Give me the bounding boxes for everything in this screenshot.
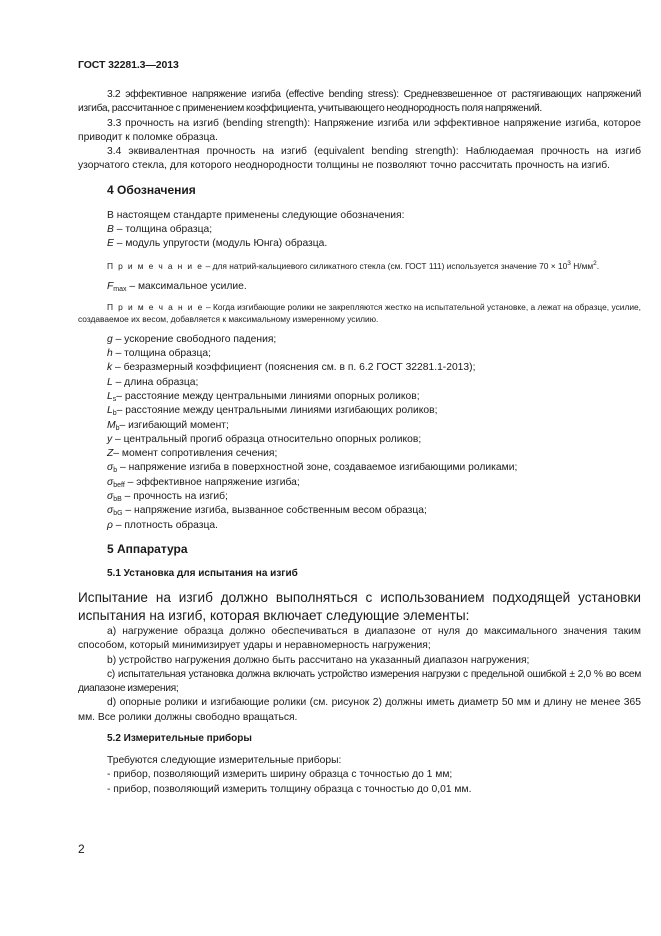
symbol: g <box>107 333 113 345</box>
symbol-description: – момент сопротивления сечения; <box>113 448 278 460</box>
section-4-heading: 4 Обозначения <box>107 182 196 197</box>
symbol-description: – напряжение изгиба, вызванное собственным весом образца; <box>122 505 427 517</box>
apparatus-item-b: b) устройство нагружения должно быть рассчитано на указанный диапазон нагружения; <box>107 654 530 666</box>
symbol-item <box>78 347 641 361</box>
symbol: ρ <box>107 519 113 531</box>
symbol-item: $\sigma_{bG}$ – напряжение изгиба, вызванное собственным весом образца; <box>107 505 427 518</box>
subsection-5-1-heading: 5.1 Установка для испытания на изгиб <box>107 567 298 579</box>
symbol: Z <box>107 448 114 460</box>
symbol-description: – толщина образца; <box>113 224 213 236</box>
symbol: k <box>107 362 113 374</box>
symbol: F <box>107 281 114 293</box>
symbol-item <box>78 376 641 390</box>
symbol: σ <box>107 462 114 474</box>
symbol-description: – расстояние между центральными линиями опорных роликов; <box>116 390 420 402</box>
symbol-description: – центральный прогиб образца относительно опорных роликов; <box>112 433 422 445</box>
symbol-description: – толщина образца; <box>112 348 211 360</box>
symbol-description: – безразмерный коэффициент (пояснения см. в п. 6.2 ГОСТ 32281.1-2013); <box>112 362 476 374</box>
definition-3-3: 3.3 прочность на изгиб (bending strength): Напряжение изгиба или эффективное напряжение изгиба, которое приводит к поломке образца. <box>78 117 641 143</box>
instrument-item: - прибор, позволяющий измерить толщину образца с точностью до 0,01 мм. <box>107 783 472 795</box>
symbol: σ <box>107 505 114 517</box>
note-label: П р и м е ч а н и е <box>107 260 204 271</box>
symbol-description: – расстояние между центральными линиями изгибающих роликов; <box>116 405 438 417</box>
definition-3-4: 3.4 эквивалентная прочность на изгиб (equivalent bending strength): Наблюдаемая прочность на изгиб узорчатого стекла, для которого неоднородности толщины не позволяют точно рассчитать прочность на изгиб. <box>78 146 641 172</box>
symbol-item <box>78 361 641 375</box>
symbol-item-fmax: $F_{max}$ – максимальное усилие. <box>107 281 247 294</box>
symbol: σ <box>107 491 114 503</box>
definition-3-2: 3.2 эффективное напряжение изгиба (effective bending stress): Средневзвешенное от растягивающих напряжений изгиба, рассчитанное с применением коэффициента, учитывающего неоднородность поля напряжений. <box>78 89 641 115</box>
symbol-item: $\sigma_{beff}$ – эффективное напряжение изгиба; <box>107 476 300 489</box>
note-label: П р и м е ч а н и е <box>107 301 204 312</box>
apparatus-item-a: а) нагружение образца должно обеспечиваться в диапазоне от нуля до максимального значения таким способом, который минимизирует удары и неравномерность нагружения; <box>78 625 641 652</box>
symbol: L <box>107 376 113 388</box>
symbol-item <box>78 237 641 251</box>
symbol-description: – эффективное напряжение изгиба; <box>124 476 300 488</box>
note-modulus: П р и м е ч а н и е – для натрий-кальциевого силикатного стекла (см. ГОСТ 111) используется значение $70 \times 10^3$ $Н/мм^2$. <box>107 259 600 271</box>
symbol: B <box>107 224 114 236</box>
section-5-heading: 5 Аппаратура <box>107 541 188 556</box>
apparatus-item-d: d) опорные ролики и изгибающие ролики (см. рисунок 2) должны иметь диаметр 50 мм и длину не менее 365 мм. Все ролики должны свободно вращаться. <box>78 697 641 723</box>
page-number: 2 <box>78 842 85 856</box>
symbol-description: – напряжение изгиба в поверхностной зоне, создаваемое изгибающими роликами; <box>117 462 518 474</box>
symbol-description: – изгибающий момент; <box>119 419 229 431</box>
subsection-5-2-heading: 5.2 Измерительные приборы <box>107 732 252 744</box>
instruments-intro: Требуются следующие измерительные приборы: <box>107 754 342 766</box>
symbol-item <box>78 433 641 447</box>
note-rollers: П р и м е ч а н и е – Когда изгибающие ролики не закрепляются жестко на испытательной установке, а лежат на образце, усилие, создаваемое их весом, добавляется к максимальному измеренному усилию. <box>78 301 641 325</box>
symbol-description: – прочность на изгиб; <box>121 491 228 503</box>
symbol-item: $\sigma_b$ – напряжение изгиба в поверхностной зоне, создаваемое изгибающими роликами; <box>107 462 518 475</box>
symbol-item <box>78 333 641 347</box>
symbol-description: – длина образца; <box>112 376 199 388</box>
symbol-description: – модуль упругости (модуль Юнга) образца. <box>113 238 328 250</box>
symbol-description: – максимальное усилие. <box>126 281 247 293</box>
instrument-item: - прибор, позволяющий измерить ширину образца с точностью до 1 мм; <box>107 769 453 781</box>
symbol-item: $L_b-$ расстояние между центральными линиями изгибающих роликов; <box>107 405 438 418</box>
apparatus-item-c: c) испытательная установка должна включать устройство измерения нагрузки с предельной ошибкой ± 2,0 % во всем диапазоне измерения; <box>78 668 641 695</box>
page-content <box>78 59 641 797</box>
document-title: ГОСТ 32281.3—2013 <box>78 59 179 71</box>
symbol-item: $M_b-$ изгибающий момент; <box>107 419 229 432</box>
symbol: M <box>107 419 116 431</box>
symbol: L <box>107 390 113 402</box>
symbol: y <box>107 433 113 445</box>
symbol-item <box>78 447 641 461</box>
symbol-item: $\sigma_{bB}$ – прочность на изгиб; <box>107 491 228 504</box>
symbol-item <box>78 519 641 533</box>
symbol-item <box>78 223 641 237</box>
symbol-list <box>78 333 641 533</box>
symbol-description: – плотность образца. <box>112 519 218 531</box>
apparatus-intro: Испытание на изгиб должно выполняться с использованием подходящей установки испытания на изгиб, которая включает следующие элементы: <box>78 589 641 623</box>
symbol: h <box>107 348 113 360</box>
symbol: L <box>107 405 113 417</box>
symbol-description: – ускорение свободного падения; <box>112 333 277 345</box>
symbol-item: $L_s-$ расстояние между центральными линиями опорных роликов; <box>107 390 420 403</box>
symbol: E <box>107 238 114 250</box>
symbols-intro: В настоящем стандарте применены следующие обозначения: <box>107 209 405 221</box>
symbol: σ <box>107 476 114 488</box>
